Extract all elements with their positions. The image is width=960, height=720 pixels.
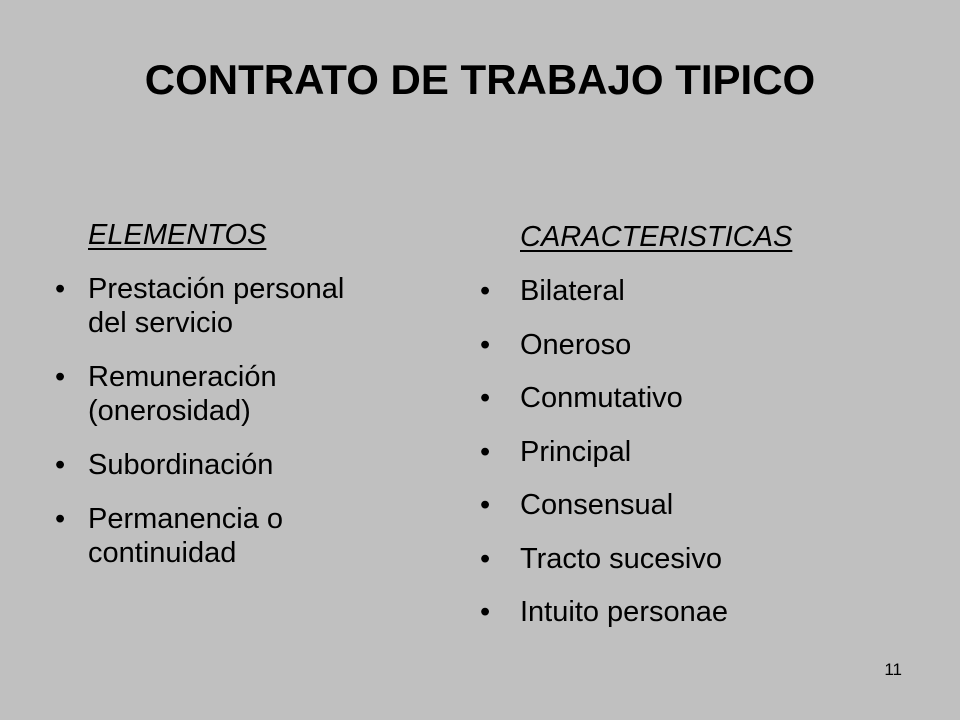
caracteristicas-list (480, 274, 900, 629)
list-item (480, 542, 900, 576)
list-item-line: (onerosidad) (88, 395, 251, 427)
bullet-icon: • (480, 596, 491, 628)
list-item-line: Subordinación (88, 449, 274, 481)
list-item-line: Remuneración (88, 361, 277, 393)
list-item (55, 448, 435, 482)
bullet-icon: • (480, 435, 491, 468)
list-item-line: Tracto sucesivo (520, 542, 722, 575)
bullet-icon: • (480, 328, 491, 361)
list-item (480, 274, 900, 308)
bullet-icon: • (480, 382, 491, 414)
elementos-list (55, 272, 435, 570)
bullet-icon: • (55, 503, 66, 535)
page-number: 11 (884, 660, 902, 679)
bullet-icon: • (480, 542, 491, 575)
elementos-column (55, 218, 435, 570)
list-item (55, 360, 435, 428)
list-item (480, 381, 900, 415)
list-item (55, 272, 435, 340)
list-item-line: del servicio (88, 307, 234, 339)
slide-title: CONTRATO DE TRABAJO TIPICO (144, 56, 816, 103)
bullet-icon: • (480, 489, 491, 521)
list-item-line: Intuito personae (520, 596, 728, 628)
list-item-line: Principal (520, 435, 632, 468)
list-item (55, 502, 435, 570)
list-item (480, 328, 900, 362)
caracteristicas-heading: CARACTERISTICAS (520, 221, 793, 253)
list-item (480, 435, 900, 469)
list-item-line: Oneroso (520, 328, 632, 361)
caracteristicas-column (480, 220, 900, 629)
list-item (480, 488, 900, 522)
list-item-line: Prestación personal (88, 273, 345, 305)
list-item-line: Bilateral (520, 275, 625, 307)
list-item-line: Consensual (520, 489, 674, 521)
bullet-icon: • (55, 449, 66, 481)
list-item (480, 595, 900, 629)
bullet-icon: • (55, 361, 66, 393)
list-item-line: Permanencia o (88, 503, 284, 535)
list-item-line: continuidad (88, 537, 237, 569)
elementos-heading: ELEMENTOS (88, 219, 267, 251)
bullet-icon: • (55, 273, 66, 305)
bullet-icon: • (480, 275, 491, 307)
list-item-line: Conmutativo (520, 382, 683, 414)
